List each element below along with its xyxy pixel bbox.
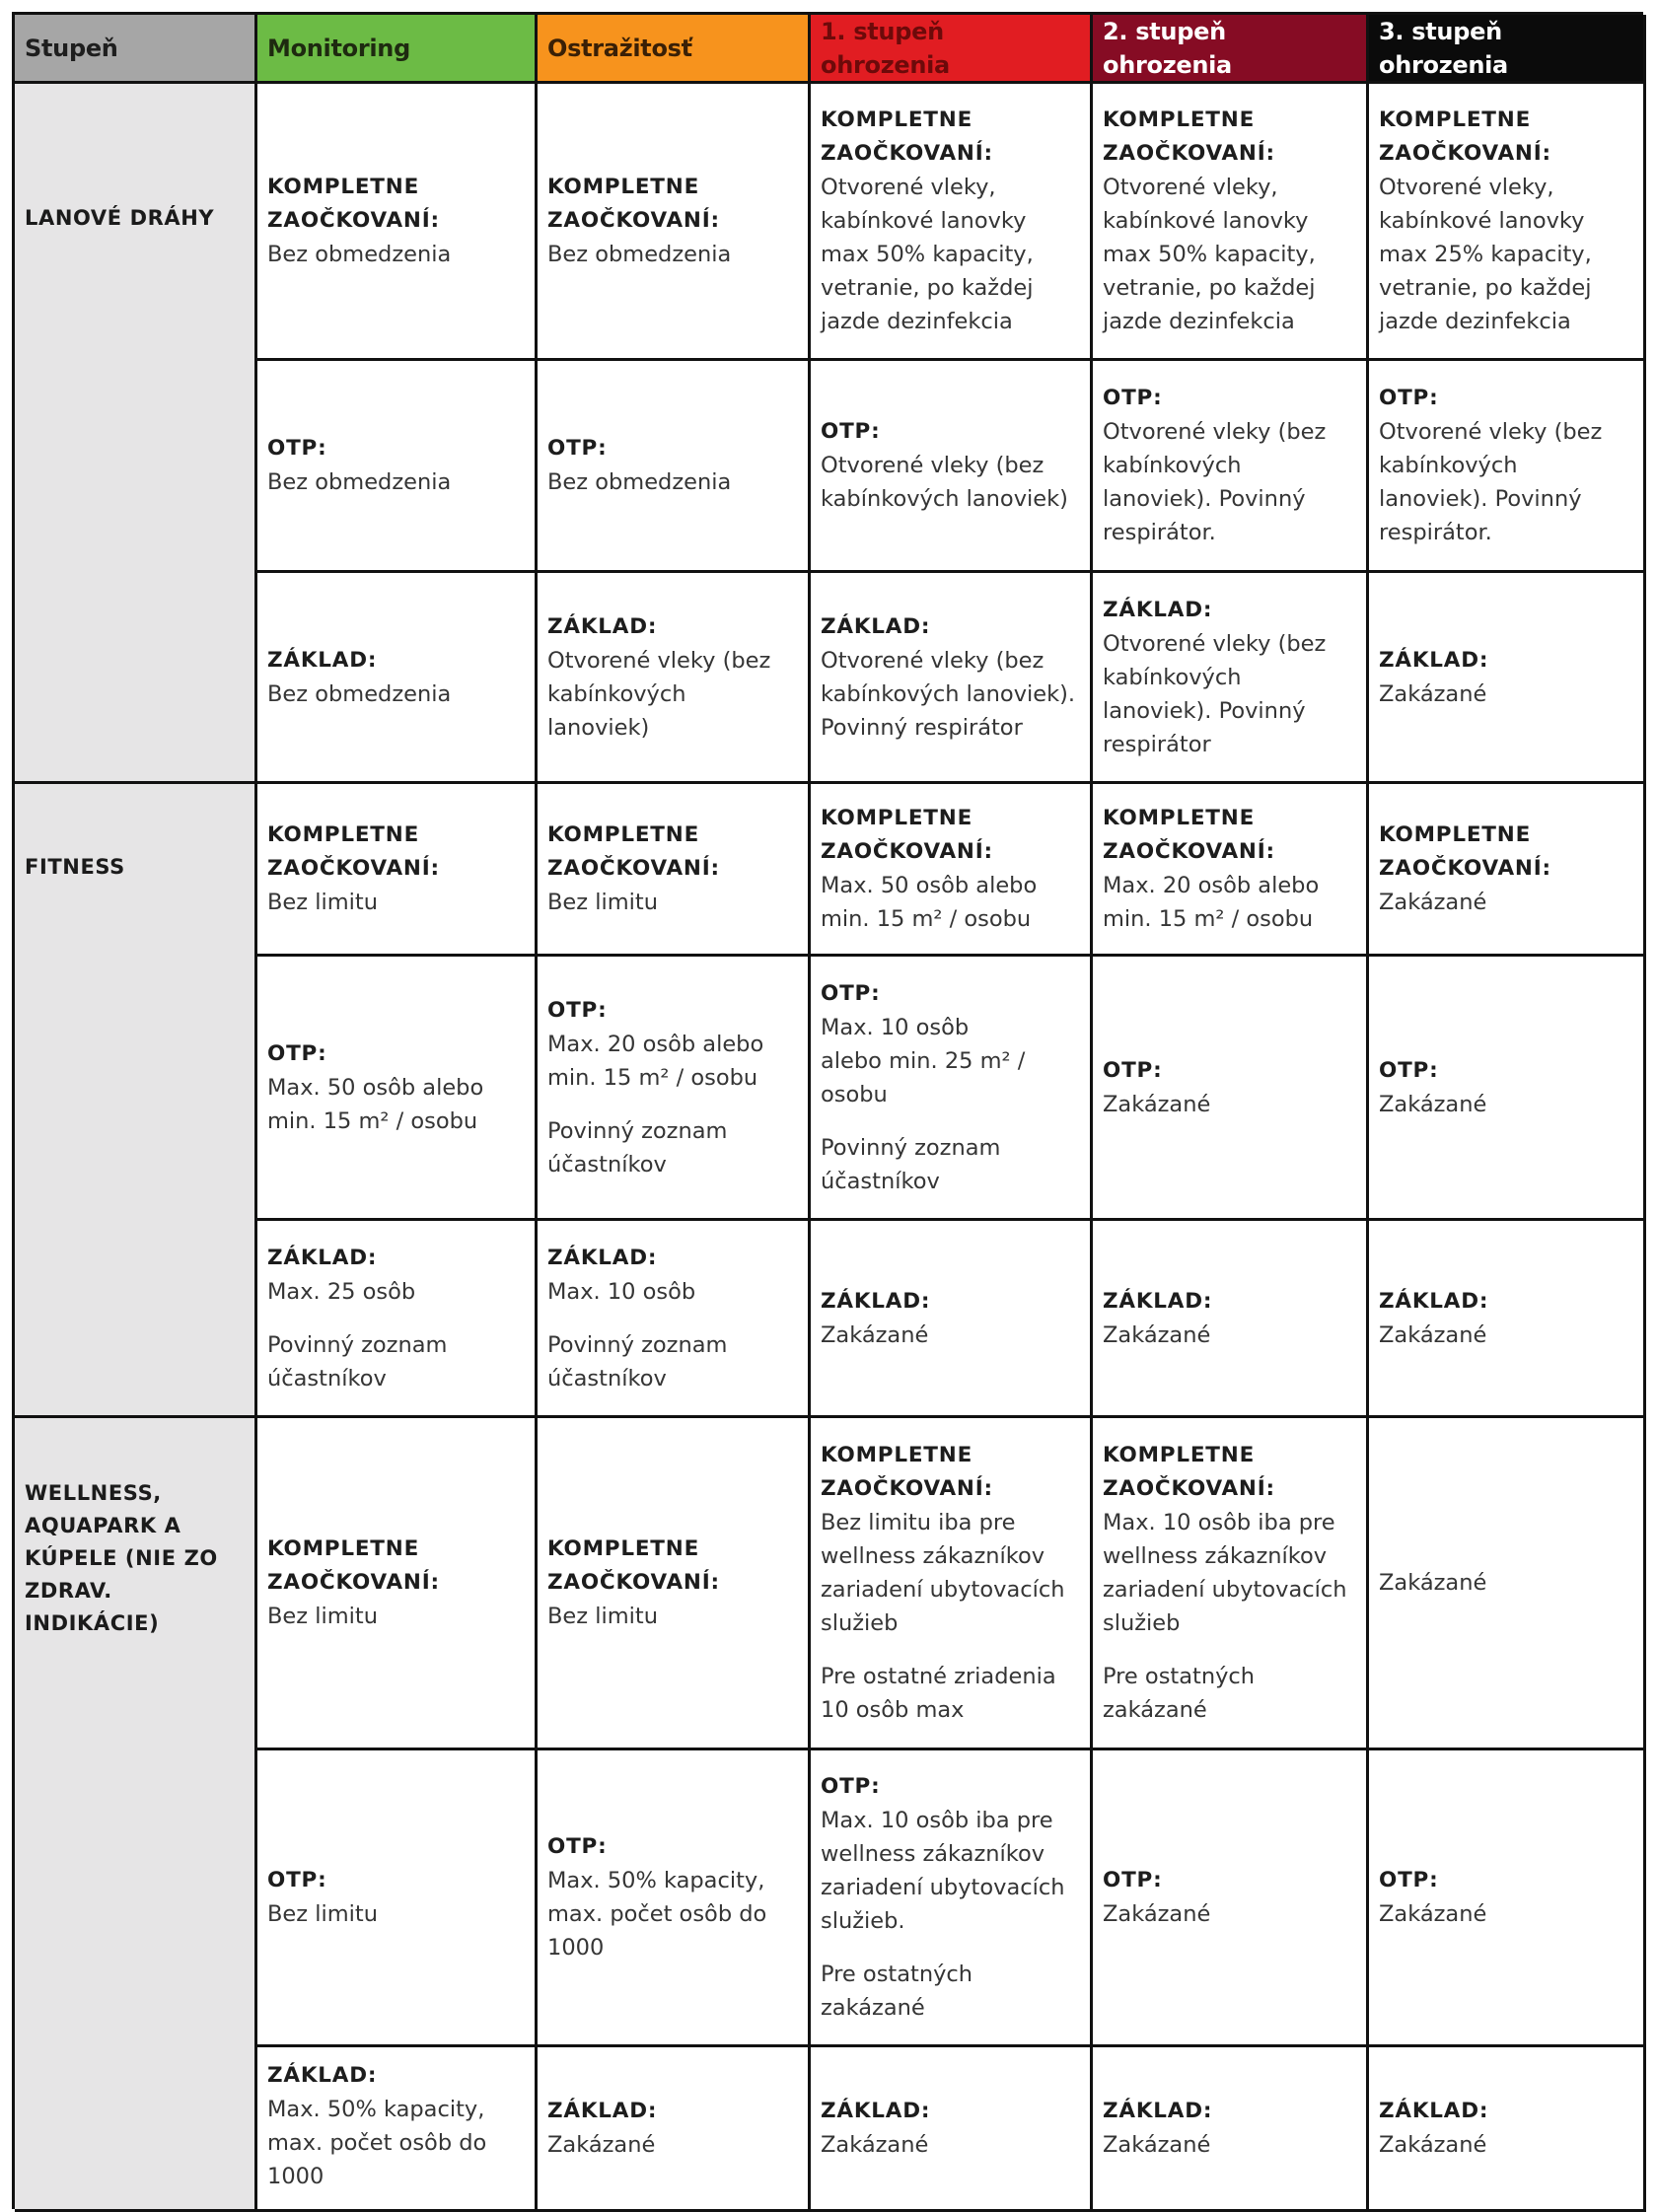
- cell-text: Bez limitu: [267, 890, 378, 915]
- cell-text: Zakázané: [1379, 1321, 1487, 1348]
- fitness-kompletne-ostrazitost: [538, 784, 811, 957]
- section-lanove-drahy: [15, 84, 257, 784]
- wellness-kompletne-stupen-1: [811, 1418, 1093, 1750]
- label-zaklad: ZÁKLAD:: [267, 1245, 378, 1270]
- section-wellness: [15, 1418, 257, 2212]
- lanove-otp-stupen-1: [811, 361, 1093, 573]
- cell-text: Max. 50 osôb alebo min. 15 m² / osobu: [821, 873, 1038, 932]
- section-label: LANOVÉ DRÁHY: [25, 206, 215, 230]
- lanove-otp-ostrazitost: [538, 361, 811, 573]
- lanove-kompletne-stupen-2: [1093, 84, 1369, 361]
- cell-text: Max. 20 osôb alebo min. 15 m² / osobu: [1103, 873, 1320, 932]
- label-otp: OTP:: [1103, 1868, 1163, 1892]
- cell-text: Max. 10 osôb iba pre wellness zákazníkov zariadení ubytovacích služieb: [1103, 1510, 1347, 1636]
- label-kompletne: KOMPLETNE ZAOČKOVANÍ:: [267, 175, 440, 233]
- cell-text: Bez limitu: [267, 1901, 378, 1927]
- label-zaklad: ZÁKLAD:: [1103, 2099, 1213, 2123]
- label-otp: OTP:: [821, 419, 881, 444]
- cell-text: Zakázané: [1379, 1091, 1487, 1117]
- cell-text: Zakázané: [1103, 1091, 1211, 1117]
- fitness-kompletne-monitoring: [257, 784, 538, 957]
- cell-text: Otvorené vleky (bez kabínkových lanoviek): [821, 453, 1068, 512]
- cell-note: Povinný zoznam účastníkov: [547, 1331, 728, 1391]
- label-kompletne: KOMPLETNE ZAOČKOVANÍ:: [821, 806, 993, 864]
- label-otp: OTP:: [547, 436, 608, 461]
- label-otp: OTP:: [1103, 1057, 1163, 1083]
- header-ostrazitost: Ostražitosť: [538, 15, 811, 84]
- cell-text: Max. 25 osôb: [267, 1278, 416, 1305]
- label-otp: OTP:: [267, 1040, 327, 1066]
- label-kompletne: KOMPLETNE ZAOČKOVANÍ:: [1103, 1443, 1275, 1501]
- lanove-otp-monitoring: [257, 361, 538, 573]
- cell-text: Bez obmedzenia: [547, 242, 732, 267]
- wellness-otp-stupen-2: [1093, 1750, 1369, 2047]
- wellness-otp-stupen-3: [1369, 1750, 1646, 2047]
- cell-note: Pre ostatné zriadenia 10 osôb max: [821, 1664, 1056, 1723]
- wellness-kompletne-stupen-3: [1369, 1418, 1646, 1750]
- wellness-zaklad-stupen-3: [1369, 2047, 1646, 2212]
- cell-text: Max. 20 osôb alebo min. 15 m² / osobu: [547, 1031, 764, 1091]
- cell-text: Max. 50% kapacity, max. počet osôb do 1000: [547, 1868, 767, 1961]
- cell-text: Otvorené vleky, kabínkové lanovky max 50% kapacity, vetranie, po každej jazde dezinfekcia: [1103, 175, 1316, 334]
- fitness-kompletne-stupen-2: [1093, 784, 1369, 957]
- label-zaklad: ZÁKLAD:: [267, 647, 378, 673]
- cell-text: Max. 10 osôb: [547, 1278, 696, 1305]
- label-otp: OTP:: [1379, 1868, 1439, 1892]
- fitness-otp-stupen-3: [1369, 957, 1646, 1221]
- wellness-zaklad-monitoring: [257, 2047, 538, 2212]
- label-kompletne: KOMPLETNE ZAOČKOVANÍ:: [267, 1536, 440, 1595]
- wellness-zaklad-ostrazitost: [538, 2047, 811, 2212]
- cell-text: Max. 50 osôb alebo min. 15 m² / osobu: [267, 1074, 484, 1134]
- cell-text: Max. 10 osôb alebo min. 25 m² / osobu: [821, 1014, 1026, 1107]
- label-zaklad: ZÁKLAD:: [1379, 647, 1489, 673]
- cell-note: Povinný zoznam účastníkov: [821, 1134, 1001, 1194]
- cell-text: Bez obmedzenia: [547, 469, 732, 495]
- cell-text: Zakázané: [1103, 1901, 1211, 1927]
- wellness-otp-ostrazitost: [538, 1750, 811, 2047]
- fitness-zaklad-stupen-2: [1093, 1221, 1369, 1418]
- lanove-kompletne-ostrazitost: [538, 84, 811, 361]
- lanove-kompletne-monitoring: [257, 84, 538, 361]
- lanove-otp-stupen-2: [1093, 361, 1369, 573]
- fitness-otp-stupen-1: [811, 957, 1093, 1221]
- section-fitness: [15, 784, 257, 1418]
- lanove-zaklad-monitoring: [257, 573, 538, 784]
- header-stupen-2: 2. stupeň ohrozenia: [1093, 15, 1369, 84]
- label-zaklad: ZÁKLAD:: [1103, 597, 1213, 622]
- label-kompletne: KOMPLETNE ZAOČKOVANÍ:: [821, 1443, 993, 1501]
- label-zaklad: ZÁKLAD:: [821, 2099, 931, 2123]
- label-otp: OTP:: [267, 1868, 327, 1892]
- cell-text: Otvorené vleky (bez kabínkových lanoviek). Povinný respirátor: [821, 647, 1076, 741]
- label-otp: OTP:: [267, 436, 327, 461]
- cell-text: Bez limitu: [267, 1604, 378, 1629]
- fitness-otp-monitoring: [257, 957, 538, 1221]
- fitness-otp-stupen-2: [1093, 957, 1369, 1221]
- cell-text: Bez obmedzenia: [267, 680, 452, 707]
- cell-text: Bez obmedzenia: [267, 242, 452, 267]
- cell-text: Otvorené vleky, kabínkové lanovky max 25% kapacity, vetranie, po každej jazde dezinfekcia: [1379, 175, 1592, 334]
- fitness-zaklad-stupen-1: [811, 1221, 1093, 1418]
- cell-note: Pre ostatných zakázané: [821, 1962, 973, 2021]
- label-zaklad: ZÁKLAD:: [821, 1288, 931, 1314]
- label-otp: OTP:: [547, 1834, 608, 1859]
- label-zaklad: ZÁKLAD:: [1103, 1288, 1213, 1314]
- label-otp: OTP:: [1379, 1057, 1439, 1083]
- label-zaklad: ZÁKLAD:: [547, 1245, 658, 1270]
- wellness-otp-stupen-1: [811, 1750, 1093, 2047]
- cell-text: Bez limitu iba pre wellness zákazníkov zariadení ubytovacích služieb: [821, 1510, 1065, 1636]
- cell-text: Bez obmedzenia: [267, 469, 452, 495]
- label-zaklad: ZÁKLAD:: [1379, 2099, 1489, 2123]
- fitness-zaklad-stupen-3: [1369, 1221, 1646, 1418]
- label-otp: OTP:: [547, 997, 608, 1023]
- cell-text: Zakázané: [1103, 1321, 1211, 1348]
- wellness-kompletne-monitoring: [257, 1418, 538, 1750]
- cell-text: Otvorené vleky, kabínkové lanovky max 50% kapacity, vetranie, po každej jazde dezinfekcia: [821, 175, 1034, 334]
- lanove-zaklad-ostrazitost: [538, 573, 811, 784]
- wellness-zaklad-stupen-1: [811, 2047, 1093, 2212]
- cell-text: Max. 50% kapacity, max. počet osôb do 1000: [267, 2097, 487, 2189]
- cell-text: Zakázané: [547, 2132, 656, 2158]
- header-monitoring: Monitoring: [257, 15, 538, 84]
- cell-text: Max. 10 osôb iba pre wellness zákazníkov zariadení ubytovacích služieb.: [821, 1808, 1065, 1934]
- cell-note: Pre ostatných zakázané: [1103, 1664, 1256, 1723]
- label-kompletne: KOMPLETNE ZAOČKOVANÍ:: [1103, 107, 1275, 166]
- label-kompletne: KOMPLETNE ZAOČKOVANÍ:: [1379, 107, 1551, 166]
- cell-note: Povinný zoznam účastníkov: [267, 1331, 448, 1391]
- lanove-zaklad-stupen-1: [811, 573, 1093, 784]
- cell-text: Zakázané: [821, 2132, 929, 2158]
- label-zaklad: ZÁKLAD:: [267, 2063, 378, 2088]
- label-zaklad: ZÁKLAD:: [547, 2099, 658, 2123]
- cell-text: Otvorené vleky (bez kabínkových lanoviek). Povinný respirátor.: [1103, 419, 1327, 545]
- label-kompletne: KOMPLETNE ZAOČKOVANÍ:: [547, 822, 720, 881]
- cell-note: Povinný zoznam účastníkov: [547, 1117, 728, 1177]
- label-otp: OTP:: [1379, 386, 1439, 410]
- label-zaklad: ZÁKLAD:: [821, 613, 931, 639]
- cell-text: Zakázané: [1103, 2132, 1211, 2158]
- label-zaklad: ZÁKLAD:: [1379, 1288, 1489, 1314]
- lanove-zaklad-stupen-2: [1093, 573, 1369, 784]
- fitness-otp-ostrazitost: [538, 957, 811, 1221]
- cell-text: Zakázané: [1379, 890, 1487, 915]
- restrictions-table: [12, 12, 1643, 2209]
- wellness-kompletne-stupen-2: [1093, 1418, 1369, 1750]
- header-stupen: Stupeň: [15, 15, 257, 84]
- cell-text: Otvorené vleky (bez kabínkových lanoviek). Povinný respirátor.: [1379, 419, 1603, 545]
- label-zaklad: ZÁKLAD:: [547, 613, 658, 639]
- label-kompletne: KOMPLETNE ZAOČKOVANÍ:: [1103, 806, 1275, 864]
- fitness-zaklad-ostrazitost: [538, 1221, 811, 1418]
- fitness-zaklad-monitoring: [257, 1221, 538, 1418]
- wellness-kompletne-ostrazitost: [538, 1418, 811, 1750]
- label-kompletne: KOMPLETNE ZAOČKOVANÍ:: [1379, 822, 1551, 881]
- lanove-kompletne-stupen-3: [1369, 84, 1646, 361]
- section-label: FITNESS: [25, 855, 125, 879]
- wellness-zaklad-stupen-2: [1093, 2047, 1369, 2212]
- label-otp: OTP:: [821, 1774, 881, 1799]
- cell-text: Otvorené vleky (bez kabínkových lanoviek): [547, 647, 771, 741]
- cell-text: Bez limitu: [547, 890, 658, 915]
- label-otp: OTP:: [1103, 386, 1163, 410]
- lanove-kompletne-stupen-1: [811, 84, 1093, 361]
- cell-text: Bez limitu: [547, 1604, 658, 1629]
- header-stupen-1: 1. stupeň ohrozenia: [811, 15, 1093, 84]
- wellness-otp-monitoring: [257, 1750, 538, 2047]
- label-kompletne: KOMPLETNE ZAOČKOVANÍ:: [547, 175, 720, 233]
- label-kompletne: KOMPLETNE ZAOČKOVANÍ:: [821, 107, 993, 166]
- section-label: WELLNESS, AQUAPARK A KÚPELE (NIE ZO ZDRAV. INDIKÁCIE): [25, 1481, 218, 1635]
- fitness-kompletne-stupen-1: [811, 784, 1093, 957]
- cell-text: Zakázané: [1379, 680, 1487, 707]
- lanove-zaklad-stupen-3: [1369, 573, 1646, 784]
- lanove-otp-stupen-3: [1369, 361, 1646, 573]
- header-stupen-3: 3. stupeň ohrozenia: [1369, 15, 1646, 84]
- label-kompletne: KOMPLETNE ZAOČKOVANÍ:: [267, 822, 440, 881]
- cell-text: Zakázané: [821, 1321, 929, 1348]
- fitness-kompletne-stupen-3: [1369, 784, 1646, 957]
- cell-text: Zakázané: [1379, 2132, 1487, 2158]
- label-otp: OTP:: [821, 980, 881, 1006]
- cell-text: Otvorené vleky (bez kabínkových lanoviek). Povinný respirátor: [1103, 630, 1327, 757]
- label-kompletne: KOMPLETNE ZAOČKOVANÍ:: [547, 1536, 720, 1595]
- cell-text: Zakázané: [1379, 1570, 1487, 1596]
- cell-text: Zakázané: [1379, 1901, 1487, 1927]
